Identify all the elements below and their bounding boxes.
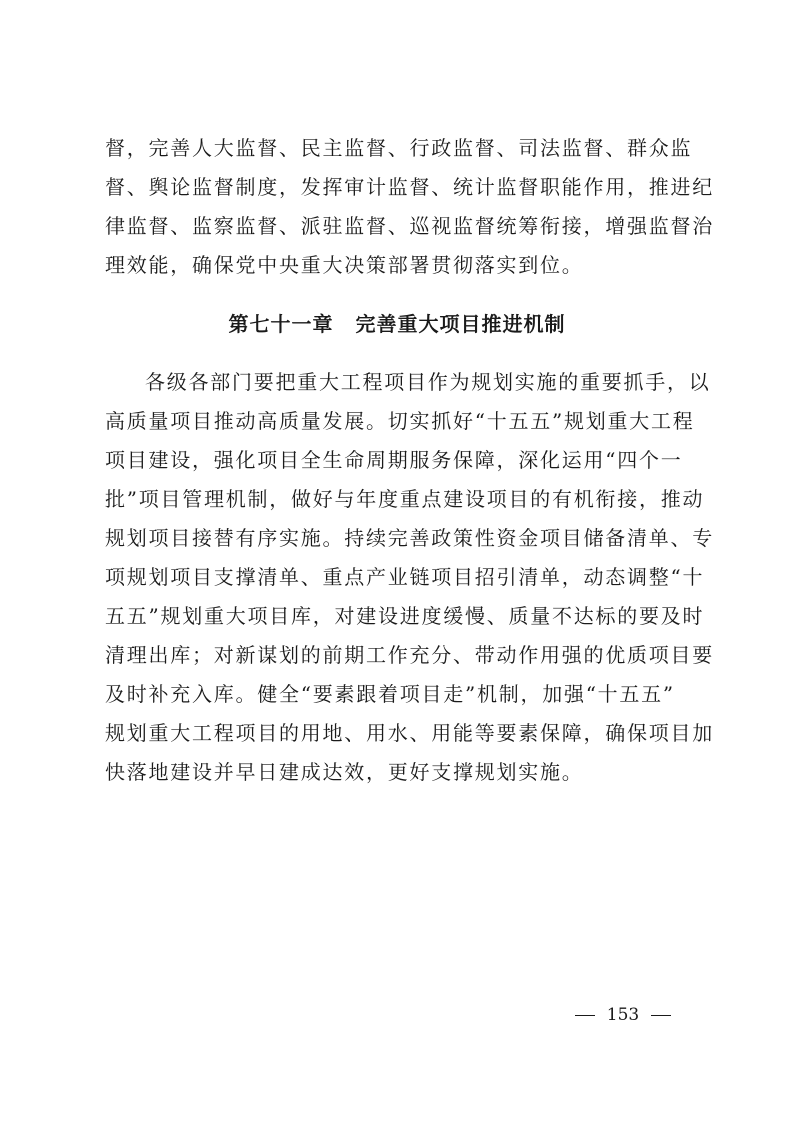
paragraph-line: 督、舆论监督制度，发挥审计监督、统计监督职能作用，推进纪 xyxy=(105,175,714,199)
page-number-dash-left xyxy=(575,1015,595,1016)
paragraph-line: 督，完善人大监督、民主监督、行政监督、司法监督、群众监 xyxy=(105,136,693,160)
chapter-title: 完善重大项目推进机制 xyxy=(355,312,566,336)
paragraph-line: 批”项目管理机制，做好与年度重点建设项目的有机衔接，推动 xyxy=(105,487,705,511)
page-number xyxy=(575,1004,671,1026)
paragraph-line: 及时补充入库。健全“要素跟着项目走”机制，加强“十五五” xyxy=(105,682,675,706)
paragraph-line: 高质量项目推动高质量发展。切实抓好“十五五”规划重大工程 xyxy=(105,409,695,433)
chapter-number: 第七十一章 xyxy=(228,312,334,336)
paragraph-line: 理效能，确保党中央重大决策部署贯彻落实到位。 xyxy=(105,253,584,277)
paragraph-line: 规划项目接替有序实施。持续完善政策性资金项目储备清单、专 xyxy=(105,526,714,550)
paragraph-line: 项规划项目支撑清单、重点产业链项目招引清单，动态调整“十 xyxy=(105,565,705,589)
paragraph-line: 各级各部门要把重大工程项目作为规划实施的重要抓手，以 xyxy=(145,370,711,394)
paragraph-line: 规划重大工程项目的用地、用水、用能等要素保障，确保项目加 xyxy=(105,721,714,745)
page-number-value: 153 xyxy=(606,1005,640,1025)
paragraph-line: 律监督、监察监督、派驻监督、巡视监督统筹衔接，增强监督治 xyxy=(105,214,714,238)
paragraph-line: 项目建设，强化项目全生命周期服务保障，深化运用“四个一 xyxy=(105,448,683,472)
paragraph-line: 清理出库；对新谋划的前期工作充分、带动作用强的优质项目要 xyxy=(105,643,714,667)
paragraph-line: 五五”规划重大项目库，对建设进度缓慢、质量不达标的要及时 xyxy=(105,604,705,628)
chapter-heading xyxy=(0,312,794,336)
page-number-dash-right xyxy=(651,1015,671,1016)
paragraph-line: 快落地建设并早日建成达效，更好支撑规划实施。 xyxy=(105,760,584,784)
